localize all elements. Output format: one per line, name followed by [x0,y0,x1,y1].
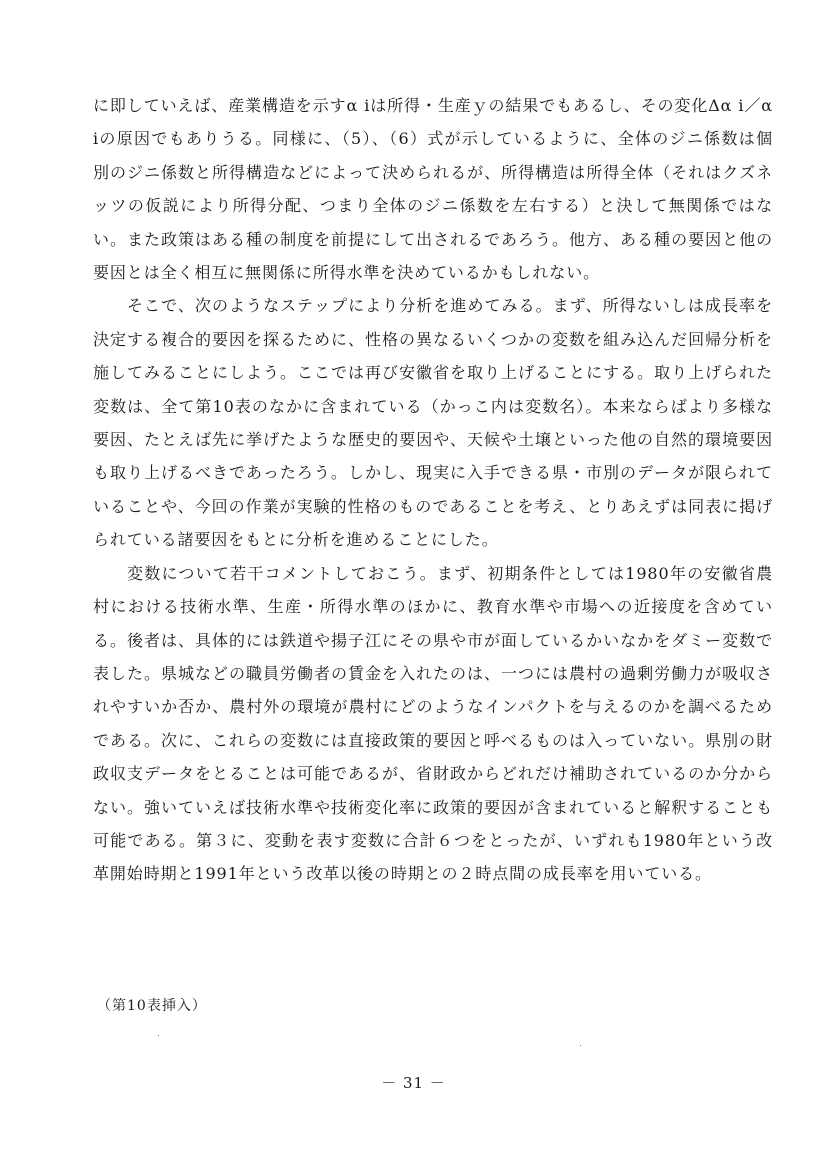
scan-speck [580,1045,581,1046]
paragraph-3: 変数について若干コメントしておこう。まず、初期条件としては1980年の安徽省農村における技術水準、生産・所得水準のほかに、教育水準や市場への近接度を含めている。後者は、具体的には鉄道や揚子江にその県や市が面しているかいなかをダミー変数で表した。県城などの職員労働者の賃金を入れたのは、一つには農村の過剰労働力が吸収されやすいか否か、農村外の環境が農村にどのようなインパクトを与えるのかを調べるためである。次に、これらの変数には直接政策的要因と呼べるものは入っていない。県別の財政収支データをとることは可能であるが、省財政からどれだけ補助されているのか分からない。強いていえば技術水準や技術変化率に政策的要因が含まれていると解釈することも可能である。第３に、変動を表す変数に合計６つをとったが、いずれも1980年という改革開始時期と1991年という改革以後の時期との２時点間の成長率を用いている。 [93,563,773,884]
table-insert-note: （第10表挿入） [97,998,207,1014]
paragraph-1: に即していえば、産業構造を示すα iは所得・生産ｙの結果でもあるし、その変化Δα i／α iの原因でもありうる。同様に、（5）、（6）式が示しているように、全体のジニ係数は個別のジニ係数と所得構造などによって決められるが、所得構造は所得全体（それはクズネッツの仮説により所得分配、つまり全体のジニ係数を左右する）と決して無関係ではない。また政策はある種の制度を前提にして出されるであろう。他方、ある種の要因と他の要因とは全く相互に無関係に所得水準を決めているかもしれない。 [93,96,773,283]
page-number: － 31 － [381,1074,446,1092]
scan-speck [158,1035,159,1036]
paragraph-2: そこで、次のようなステップにより分析を進めてみる。まず、所得ないしは成長率を決定する複合的要因を探るために、性格の異なるいくつかの変数を組み込んだ回帰分析を施してみることにしよう。ここでは再び安徽省を取り上げることにする。取り上げられた変数は、全て第10表のなかに含まれている（かっこ内は変数名）。本来ならばより多様な要因、たとえば先に挙げたような歴史的要因や、天候や土壌といった他の自然的環境要因も取り上げるべきであったろう。しかし、現実に入手できる県・市別のデータが限られていることや、今回の作業が実験的性格のものであることを考え、とりあえずは同表に掲げられている諸要因をもとに分析を進めることにした。 [93,296,773,550]
body-text [93,89,773,891]
